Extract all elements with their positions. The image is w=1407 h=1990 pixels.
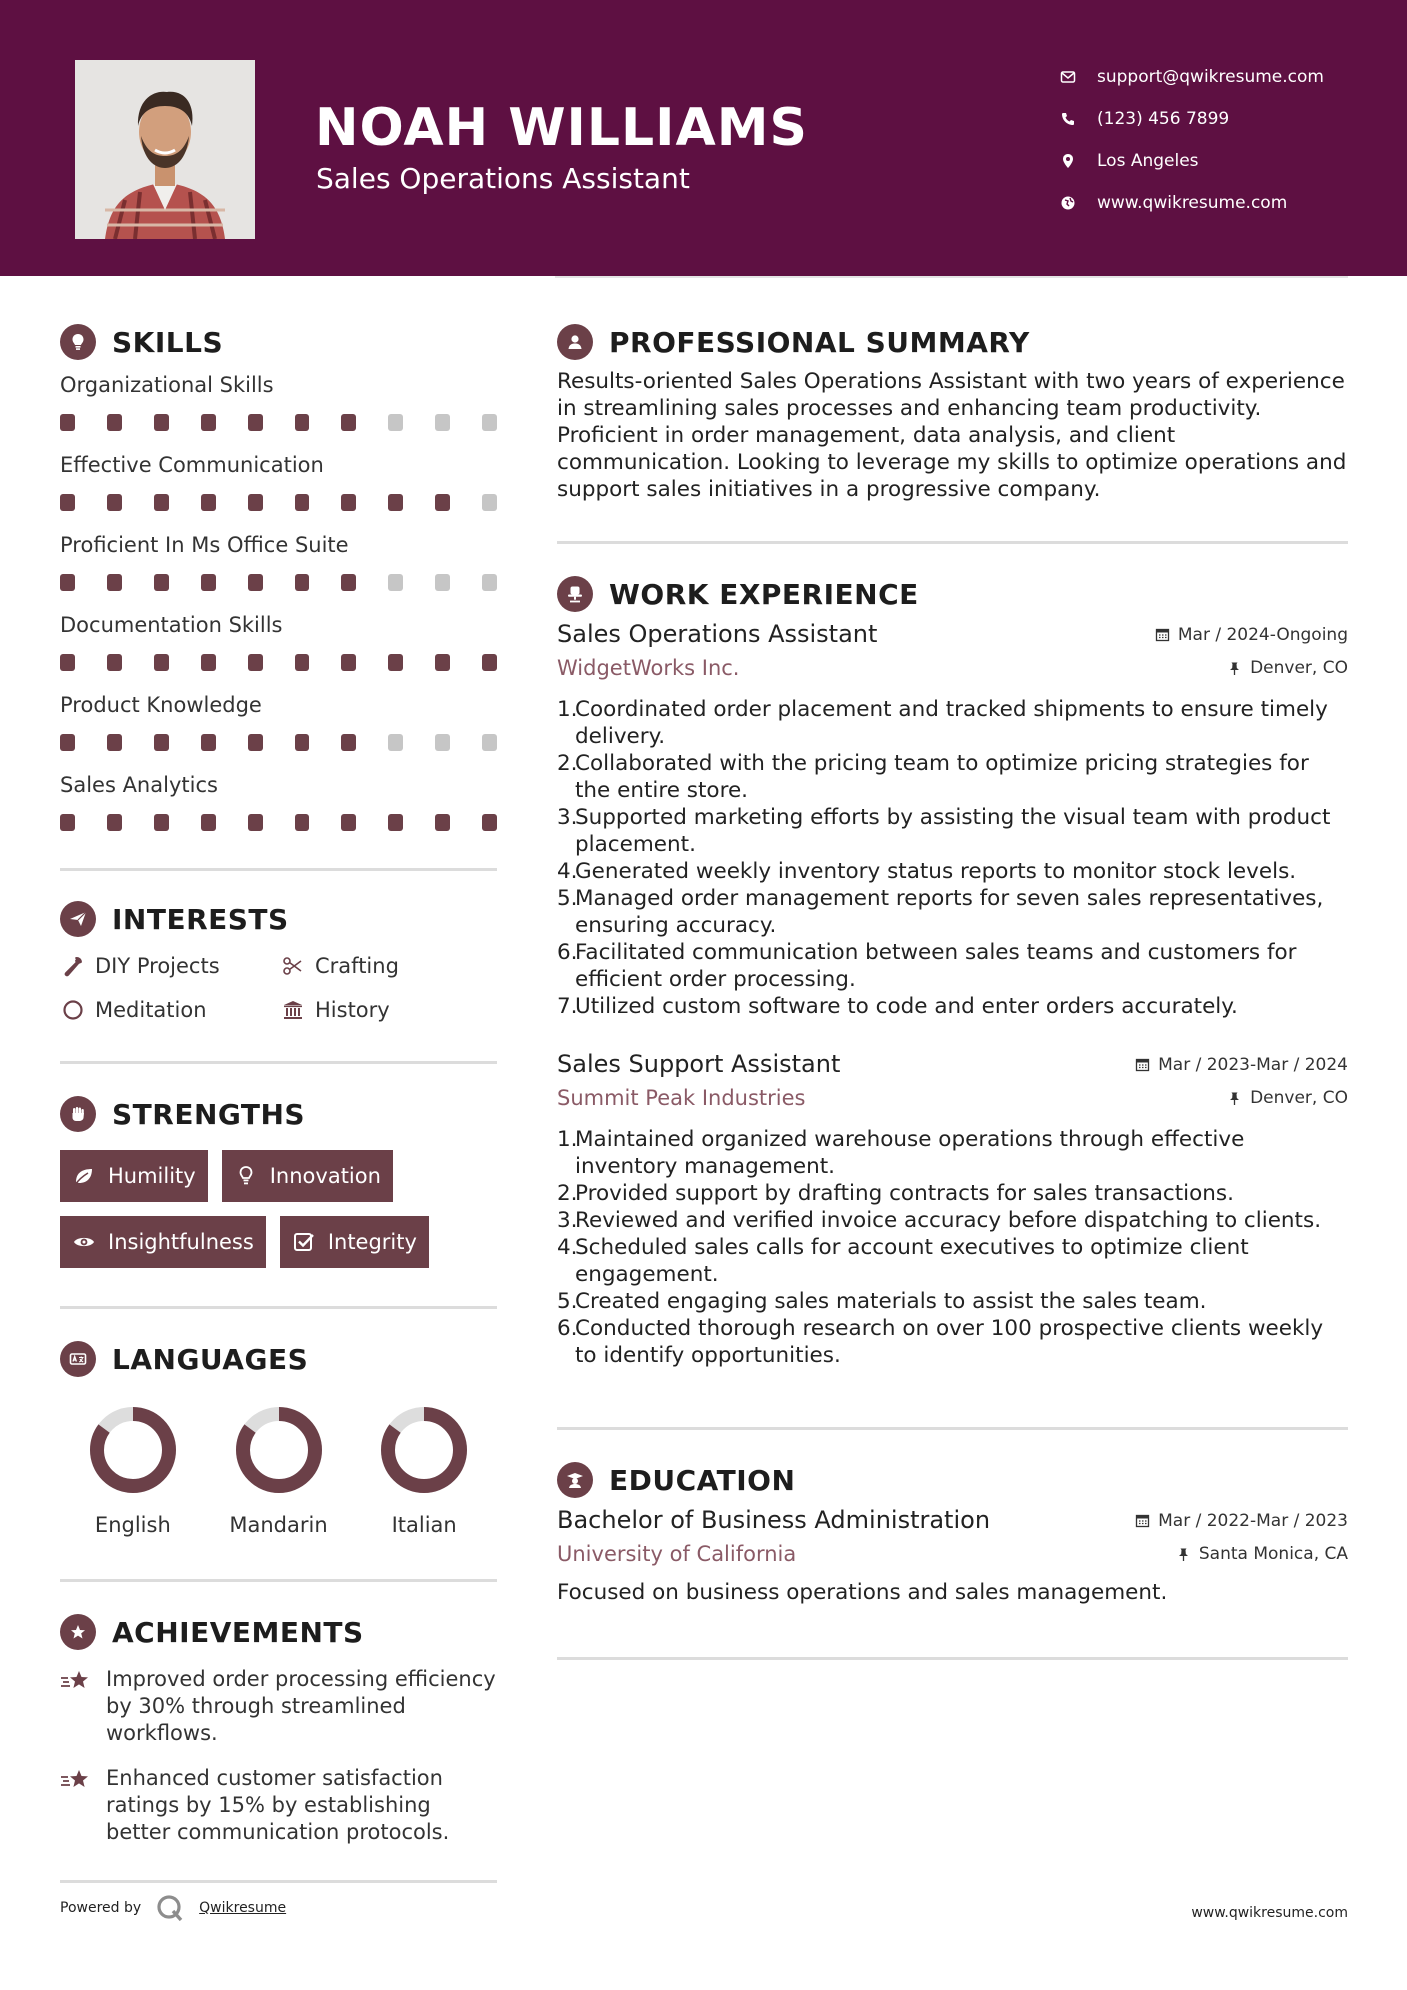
rating-dot <box>201 814 216 831</box>
summary-text: Results-oriented Sales Operations Assistant with two years of experience in streamlining sales processes and enhancing team productivity. Proficient in order management, data analysis, and client communication. Looking to leverage my skills to optimize operations and support sales initiatives in a progressive company. <box>557 369 1347 502</box>
bullet-number: 6. <box>557 940 578 965</box>
language-level-ring <box>379 1405 469 1495</box>
contact-email[interactable] <box>1055 56 1324 98</box>
contact-phone[interactable] <box>1055 98 1324 140</box>
user-icon <box>557 324 593 360</box>
bullet-text: Collaborated with the pricing team to optimize pricing strategies for the entire store. <box>575 751 1309 803</box>
bullet-text: Reviewed and verified invoice accuracy before dispatching to clients. <box>575 1208 1322 1233</box>
job-bullet <box>557 1126 1348 1180</box>
interest-label: DIY Projects <box>95 954 220 978</box>
contact-phone-text: (123) 456 7899 <box>1097 109 1230 129</box>
rating-dot <box>435 574 450 591</box>
strength-tag <box>280 1216 429 1268</box>
job-bullet <box>557 858 1348 885</box>
achievements-list <box>60 1666 497 1846</box>
skill-rating <box>60 400 497 444</box>
language-name: English <box>94 1513 171 1537</box>
bullet-text: Coordinated order placement and tracked shipments to ensure timely delivery. <box>575 697 1328 749</box>
fist-icon <box>60 1096 96 1132</box>
shooting-star-icon <box>60 1666 96 1696</box>
summary-heading <box>557 320 1348 364</box>
bullet-number: 6. <box>557 1316 578 1341</box>
skill-item <box>60 450 497 524</box>
bullet-text: Conducted thorough research on over 100 prospective clients weekly to identify opportunities. <box>575 1316 1324 1368</box>
education-location-text: Santa Monica, CA <box>1198 1544 1348 1564</box>
language-name: Italian <box>391 1513 457 1537</box>
qwikresume-link[interactable]: Qwikresume <box>199 1900 287 1916</box>
strengths-list <box>60 1150 497 1282</box>
rating-dot <box>154 494 169 511</box>
footer-branding <box>60 1893 286 1923</box>
rating-dot <box>482 574 497 591</box>
rating-dot <box>388 654 403 671</box>
skill-rating <box>60 480 497 524</box>
job-location <box>1227 658 1348 678</box>
rating-dot <box>341 414 356 431</box>
skills-heading <box>60 320 497 364</box>
skill-name: Documentation Skills <box>60 613 283 637</box>
strength-label: Innovation <box>269 1164 381 1188</box>
rating-dot <box>341 654 356 671</box>
interest-label: History <box>315 998 390 1022</box>
calendar-icon <box>1135 1057 1150 1072</box>
job-entry <box>557 1050 1348 1369</box>
graduate-icon <box>557 1462 593 1498</box>
check-square-icon <box>292 1230 316 1254</box>
strength-tag <box>60 1216 266 1268</box>
contact-location-text: Los Angeles <box>1097 151 1199 171</box>
bullet-text: Managed order management reports for seven sales representatives, ensuring accuracy. <box>575 886 1324 938</box>
bullet-text: Scheduled sales calls for account executives to optimize client engagement. <box>575 1235 1249 1287</box>
rating-dot <box>388 494 403 511</box>
rating-dot <box>201 414 216 431</box>
circle-icon <box>60 997 86 1023</box>
education-date-text: Mar / 2022-Mar / 2023 <box>1158 1510 1348 1531</box>
strength-label: Integrity <box>327 1230 417 1254</box>
rating-dot <box>341 574 356 591</box>
rating-dot <box>154 734 169 751</box>
education-location <box>1176 1544 1348 1564</box>
experience-title: WORK EXPERIENCE <box>609 577 919 611</box>
job-title: Sales Support Assistant <box>557 1050 841 1078</box>
rating-dot <box>248 734 263 751</box>
wrench-icon <box>60 953 86 979</box>
rating-dot <box>201 654 216 671</box>
interests-list <box>60 951 497 1025</box>
job-bullet <box>557 696 1348 750</box>
job-bullet <box>557 1180 1348 1207</box>
bullet-number: 1. <box>557 697 578 722</box>
rating-dot <box>295 414 310 431</box>
rating-dot <box>154 574 169 591</box>
section-divider <box>60 1306 497 1309</box>
rating-dot <box>154 414 169 431</box>
language-level-ring <box>88 1405 178 1495</box>
rating-dot <box>435 814 450 831</box>
job-date <box>1135 1055 1348 1075</box>
rating-dot <box>295 654 310 671</box>
qwikresume-logo-icon <box>155 1893 185 1923</box>
job-bullet <box>557 1207 1348 1234</box>
rating-dot <box>107 574 122 591</box>
skill-name: Sales Analytics <box>60 773 218 797</box>
achievement-text: Improved order processing efficiency by 30% through streamlined workflows. <box>106 1667 496 1745</box>
degree-title: Bachelor of Business Administration <box>557 1506 991 1534</box>
job-location-text: Denver, CO <box>1250 1088 1348 1108</box>
achievements-heading <box>60 1610 497 1654</box>
bullet-number: 5. <box>557 1289 578 1314</box>
section-divider <box>60 868 497 871</box>
rating-dot <box>435 494 450 511</box>
languages-title: LANGUAGES <box>112 1342 309 1376</box>
skill-name: Proficient In Ms Office Suite <box>60 533 349 557</box>
rating-dot <box>154 654 169 671</box>
contact-location <box>1055 140 1324 182</box>
rating-dot <box>201 734 216 751</box>
rating-dot <box>295 574 310 591</box>
job-bullets <box>557 696 1348 1020</box>
bullet-text: Facilitated communication between sales teams and customers for efficient order processing. <box>575 940 1297 992</box>
map-marker-icon <box>1055 151 1081 171</box>
calendar-icon <box>1155 627 1170 642</box>
rating-dot <box>482 654 497 671</box>
contact-list <box>1055 56 1324 224</box>
strengths-title: STRENGTHS <box>112 1097 306 1131</box>
interest-item <box>280 951 497 981</box>
eye-icon <box>72 1230 96 1254</box>
bullet-number: 2. <box>557 751 578 776</box>
phone-icon <box>1055 109 1081 129</box>
paper-plane-icon <box>60 901 96 937</box>
job-location <box>1227 1088 1348 1108</box>
rating-dot <box>60 814 75 831</box>
skills-list <box>60 370 497 844</box>
rating-dot <box>248 574 263 591</box>
job-bullet <box>557 885 1348 939</box>
profile-photo <box>75 60 255 239</box>
bullet-number: 3. <box>557 1208 578 1233</box>
rating-dot <box>482 734 497 751</box>
languages-heading <box>60 1337 497 1381</box>
rating-dot <box>107 814 122 831</box>
pushpin-icon <box>1227 661 1242 676</box>
envelope-icon <box>1055 67 1081 87</box>
office-chair-icon <box>557 576 593 612</box>
globe-icon <box>1055 193 1081 213</box>
language-level-ring <box>234 1405 324 1495</box>
languages-list <box>60 1405 497 1537</box>
education-entry <box>557 1506 1348 1605</box>
skill-item <box>60 770 497 844</box>
bullet-text: Utilized custom software to code and enter orders accurately. <box>575 994 1238 1019</box>
rating-dot <box>482 494 497 511</box>
bullet-text: Supported marketing efforts by assisting the visual team with product placement. <box>575 805 1331 857</box>
section-divider <box>60 1061 497 1064</box>
scissors-icon <box>280 953 306 979</box>
strength-tag <box>222 1150 393 1202</box>
interests-heading <box>60 897 497 941</box>
job-entry <box>557 620 1348 1020</box>
lightbulb-icon <box>60 324 96 360</box>
achievement-item <box>60 1765 497 1846</box>
powered-by-text: Powered by <box>60 1900 142 1916</box>
skill-rating <box>60 560 497 604</box>
rating-dot <box>107 654 122 671</box>
education-description: Focused on business operations and sales management. <box>557 1580 1168 1605</box>
job-bullet <box>557 804 1348 858</box>
strength-label: Humility <box>108 1164 196 1188</box>
lightbulb-icon <box>234 1164 258 1188</box>
rating-dot <box>248 414 263 431</box>
rating-dot <box>60 494 75 511</box>
star-badge-icon <box>60 1614 96 1650</box>
bullet-number: 4. <box>557 1235 578 1260</box>
bullet-number: 3. <box>557 805 578 830</box>
job-bullet <box>557 750 1348 804</box>
skill-rating <box>60 800 497 844</box>
skill-name: Product Knowledge <box>60 693 262 717</box>
interest-label: Meditation <box>95 998 207 1022</box>
rating-dot <box>435 414 450 431</box>
interest-item <box>280 995 497 1025</box>
candidate-title: Sales Operations Assistant <box>316 162 690 195</box>
summary-title: PROFESSIONAL SUMMARY <box>609 325 1030 359</box>
bullet-number: 5. <box>557 886 578 911</box>
strength-label: Insightfulness <box>108 1230 254 1254</box>
bullet-number: 7. <box>557 994 578 1019</box>
education-title: EDUCATION <box>609 1463 796 1497</box>
pushpin-icon <box>1227 1091 1242 1106</box>
rating-dot <box>388 574 403 591</box>
rating-dot <box>60 654 75 671</box>
rating-dot <box>154 814 169 831</box>
education-heading <box>557 1458 1348 1502</box>
job-location-text: Denver, CO <box>1250 658 1348 678</box>
rating-dot <box>295 494 310 511</box>
rating-dot <box>201 574 216 591</box>
section-divider <box>557 1657 1348 1660</box>
company-name: Summit Peak Industries <box>557 1086 806 1110</box>
rating-dot <box>341 494 356 511</box>
rating-dot <box>388 814 403 831</box>
interests-title: INTERESTS <box>112 902 289 936</box>
rating-dot <box>341 734 356 751</box>
calendar-icon <box>1135 1513 1150 1528</box>
rating-dot <box>435 654 450 671</box>
skill-rating <box>60 720 497 764</box>
bullet-number: 1. <box>557 1127 578 1152</box>
left-column <box>60 320 497 1883</box>
skill-item <box>60 530 497 604</box>
job-bullet <box>557 1234 1348 1288</box>
pushpin-icon <box>1176 1547 1191 1562</box>
rating-dot <box>107 414 122 431</box>
language-icon <box>60 1341 96 1377</box>
skill-item <box>60 370 497 444</box>
school-name: University of California <box>557 1542 797 1566</box>
bullet-number: 4. <box>557 859 578 884</box>
resume-header <box>0 0 1407 276</box>
section-divider <box>557 1427 1348 1430</box>
header-divider <box>555 276 1348 278</box>
job-date-text: Mar / 2023-Mar / 2024 <box>1158 1054 1348 1075</box>
bullet-text: Generated weekly inventory status reports to monitor stock levels. <box>575 859 1297 884</box>
section-divider <box>60 1579 497 1582</box>
rating-dot <box>248 814 263 831</box>
achievement-item <box>60 1666 497 1747</box>
skills-title: SKILLS <box>112 325 224 359</box>
strength-tag <box>60 1150 208 1202</box>
rating-dot <box>435 734 450 751</box>
bullet-text: Maintained organized warehouse operations through effective inventory management. <box>575 1127 1245 1179</box>
shooting-star-icon <box>60 1765 96 1795</box>
bank-icon <box>280 997 306 1023</box>
experience-heading <box>557 572 1348 616</box>
language-item <box>60 1405 206 1537</box>
candidate-name: NOAH WILLIAMS <box>315 98 808 158</box>
rating-dot <box>60 734 75 751</box>
right-column <box>557 320 1348 1660</box>
skill-rating <box>60 640 497 684</box>
skill-name: Organizational Skills <box>60 373 274 397</box>
bullet-number: 2. <box>557 1181 578 1206</box>
job-date <box>1155 625 1348 645</box>
section-divider <box>60 1880 497 1883</box>
rating-dot <box>248 494 263 511</box>
strengths-heading <box>60 1092 497 1136</box>
contact-website-text: www.qwikresume.com <box>1097 193 1288 213</box>
rating-dot <box>107 494 122 511</box>
leaf-icon <box>72 1164 96 1188</box>
language-item <box>351 1405 497 1537</box>
job-bullets <box>557 1126 1348 1369</box>
job-bullet <box>557 1288 1348 1315</box>
language-name: Mandarin <box>229 1513 328 1537</box>
contact-website[interactable] <box>1055 182 1324 224</box>
rating-dot <box>388 734 403 751</box>
rating-dot <box>60 414 75 431</box>
footer-website[interactable]: www.qwikresume.com <box>1191 1905 1348 1921</box>
contact-email-text: support@qwikresume.com <box>1097 67 1324 87</box>
rating-dot <box>341 814 356 831</box>
job-bullet <box>557 993 1348 1020</box>
rating-dot <box>248 654 263 671</box>
rating-dot <box>295 734 310 751</box>
rating-dot <box>107 734 122 751</box>
skill-name: Effective Communication <box>60 453 324 477</box>
rating-dot <box>295 814 310 831</box>
rating-dot <box>482 814 497 831</box>
skill-item <box>60 690 497 764</box>
interest-item <box>60 995 280 1025</box>
education-date <box>1135 1511 1348 1531</box>
rating-dot <box>482 414 497 431</box>
company-name: WidgetWorks Inc. <box>557 656 740 680</box>
bullet-text: Provided support by drafting contracts for sales transactions. <box>575 1181 1234 1206</box>
bullet-text: Created engaging sales materials to assist the sales team. <box>575 1289 1207 1314</box>
rating-dot <box>388 414 403 431</box>
rating-dot <box>201 494 216 511</box>
achievement-text: Enhanced customer satisfaction ratings by 15% by establishing better communication protocols. <box>106 1766 450 1844</box>
rating-dot <box>60 574 75 591</box>
language-item <box>206 1405 352 1537</box>
job-bullet <box>557 1315 1348 1369</box>
job-date-text: Mar / 2024-Ongoing <box>1177 624 1348 645</box>
job-title: Sales Operations Assistant <box>557 620 878 648</box>
achievements-title: ACHIEVEMENTS <box>112 1615 364 1649</box>
section-divider <box>557 541 1348 544</box>
interest-item <box>60 951 280 981</box>
skill-item <box>60 610 497 684</box>
job-bullet <box>557 939 1348 993</box>
interest-label: Crafting <box>315 954 399 978</box>
